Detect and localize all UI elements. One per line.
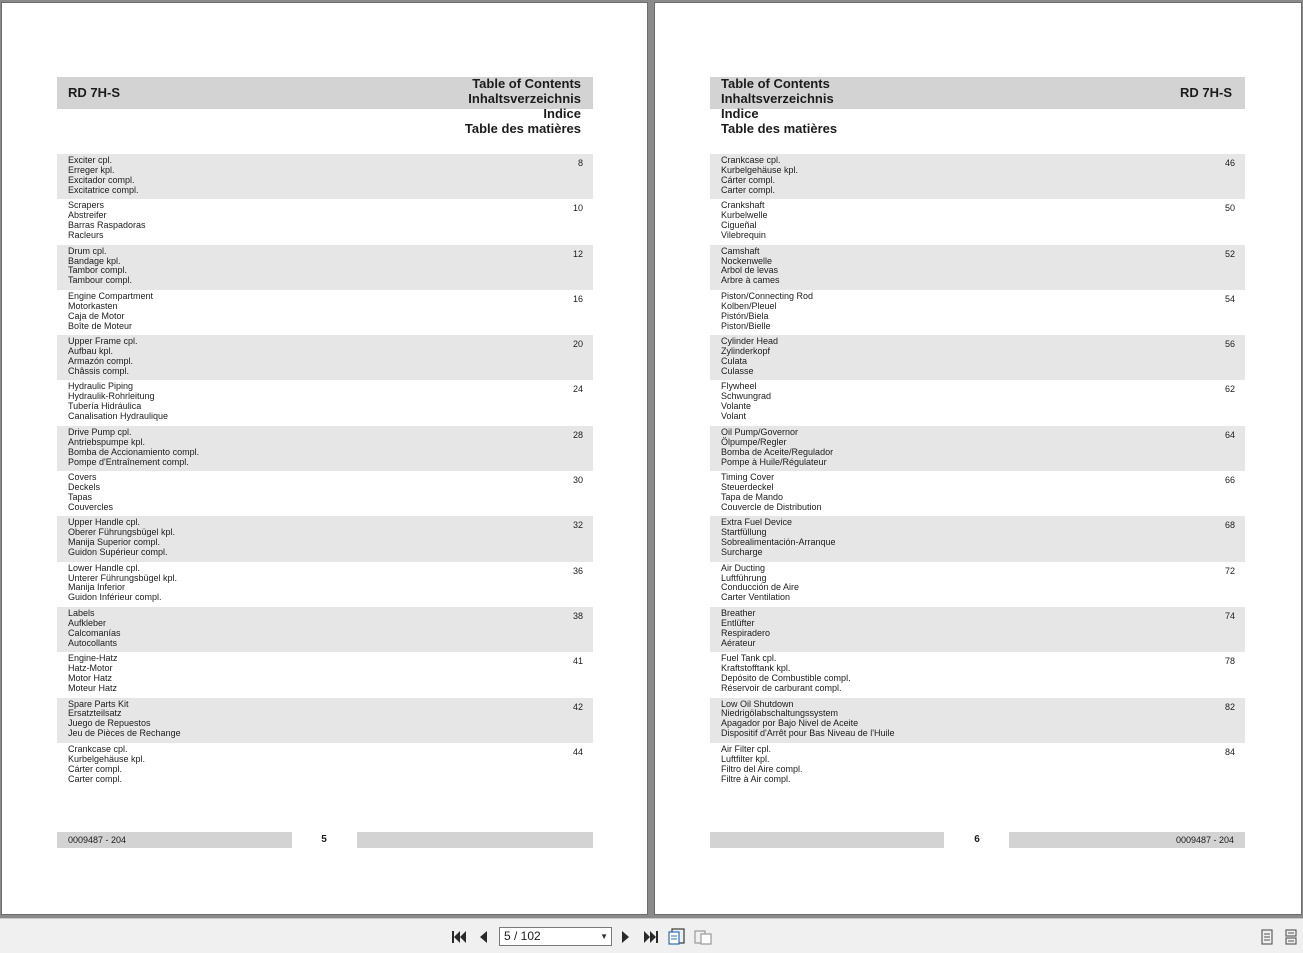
toc-entry-line: Couvercle de Distribution [721, 501, 822, 512]
toc-entry-line: Racleurs [68, 230, 104, 241]
single-page-view-icon[interactable] [668, 928, 686, 946]
toc-entry-line: Volant [721, 411, 747, 422]
toc-entry-line: Châssis compl. [68, 365, 130, 376]
toc-entry-page-number: 50 [1224, 203, 1235, 214]
toc-entry-page-number: 78 [1224, 656, 1235, 667]
last-page-icon[interactable] [642, 928, 660, 946]
toc-entry-titles [68, 700, 593, 740]
pdf-page-left [1, 2, 648, 915]
page-number: 6 [974, 834, 980, 845]
toc-entry-line: Labels [68, 607, 95, 618]
toc-entry-line: Luftfilter kpl. [721, 753, 770, 764]
toc-entry-line: Fuel Tank cpl. [721, 653, 777, 664]
toc-entry-page-number: 8 [577, 158, 583, 168]
toc-entry-line: Cylinder Head [721, 336, 779, 347]
toc-entry-line: Extra Fuel Device [721, 517, 793, 528]
toc-entry-titles [721, 337, 1245, 377]
toc-entry-line: Tubería Hidráulica [68, 401, 142, 412]
toc-entry-line: Low Oil Shutdown [721, 698, 794, 709]
toc-entry-page-number: 54 [1224, 293, 1235, 304]
toc-entry[interactable] [710, 426, 1245, 471]
toc-entry-page-number: 32 [572, 520, 583, 531]
toc-entry-line: Breather [721, 607, 756, 618]
toc-entry-line: Hydraulik-Rohrleitung [68, 391, 155, 402]
toc-entry-line: Cigueñal [721, 220, 757, 231]
toc-entry-line: Oil Pump/Governor [721, 426, 799, 437]
toc-entry-titles [721, 654, 1245, 694]
toc-entry-line: Sobrealimentación-Arranque [721, 537, 836, 548]
toc-entry[interactable] [57, 743, 593, 788]
toc-entry-line: Caja de Motor [68, 310, 125, 321]
toc-entry-page-number: 24 [572, 384, 583, 395]
toc-entry-titles [68, 382, 593, 422]
toc-entry-line: Pompe à Huile/Régulateur [721, 456, 827, 467]
toc-entry-page-number: 42 [572, 701, 583, 712]
toc-title-block [465, 76, 581, 136]
toc-entry[interactable] [710, 743, 1245, 788]
toc-entry-titles [68, 518, 593, 558]
toc-entry-page-number: 56 [1224, 339, 1235, 350]
toc-entry-line: Scrapers [68, 200, 105, 211]
toc-entry-titles [721, 473, 1245, 513]
toc-entry-titles [721, 518, 1245, 558]
toc-entry-page-number: 62 [1224, 384, 1235, 395]
toc-entry-titles [68, 247, 593, 287]
toc-entry-line: Motor Hatz [68, 673, 113, 684]
toc-entry-line: Hydraulic Piping [68, 381, 134, 392]
toc-entry-titles [68, 473, 593, 513]
toc-entry-titles [721, 247, 1245, 287]
toc-entry-line: Barras Raspadoras [68, 220, 146, 231]
toc-entry-titles [68, 292, 593, 332]
toc-entry-line: Crankcase cpl. [721, 155, 781, 165]
toc-entry-line: Cárter compl. [721, 174, 776, 185]
toc-entry-line: Conducción de Aire [721, 582, 800, 593]
toc-title-fr: Table des matières [464, 121, 581, 136]
toc-entry-titles [721, 382, 1245, 422]
toc-entry-line: Respiradero [721, 627, 771, 638]
toc-entry-page-number: 30 [572, 475, 583, 486]
toc-entry-line: Oberer Führungsbügel kpl. [68, 527, 176, 538]
toc-title-fr: Table des matières [721, 121, 838, 136]
toc-entry-line: Excitatrice compl. [68, 184, 139, 195]
toc-entry-line: Filtro del Aire compl. [721, 763, 803, 774]
toc-entry-line: Aufkleber [68, 617, 107, 628]
toc-entry-line: Camshaft [721, 245, 760, 256]
toc-entry-line: Kraftstofftank kpl. [721, 663, 791, 674]
toc-entry-titles [721, 745, 1245, 785]
toc-entry-line: Guidon Inférieur compl. [68, 592, 162, 603]
toc-entry-line: Nockenwelle [721, 255, 773, 266]
toc-entry[interactable] [57, 380, 593, 425]
toc-entry-line: Tambor compl. [68, 265, 128, 276]
toc-entry[interactable] [57, 335, 593, 380]
toc-entry-page-number: 16 [572, 293, 583, 304]
toc-entry-line: Kurbelgehäuse kpl. [68, 753, 146, 764]
toc-entry-line: Zylinderkopf [721, 346, 771, 357]
toc-entry-page-number: 74 [1224, 610, 1235, 621]
toc-entry-line: Surcharge [721, 547, 763, 558]
toc-entry-page-number: 41 [572, 656, 583, 667]
toc-title-es: Indice [721, 106, 759, 121]
first-page-icon[interactable] [450, 928, 468, 946]
toc-entry-line: Crankshaft [721, 200, 765, 211]
toc-entry-line: Upper Handle cpl. [68, 517, 141, 528]
toc-list [710, 154, 1245, 789]
toc-entry[interactable] [710, 698, 1245, 743]
toc-entry-line: Piston/Connecting Rod [721, 290, 814, 301]
toc-entry-line: Tapas [68, 491, 93, 502]
toc-entry-line: Niedrigölabschaltungssystem [721, 708, 839, 719]
toc-entry-titles [68, 337, 593, 377]
toc-title-en: Table of Contents [721, 76, 830, 91]
toc-entry-line: Luftführung [721, 572, 767, 583]
toc-entry-line: Couvercles [68, 501, 114, 512]
toc-entry[interactable] [57, 562, 593, 607]
chevron-down-icon[interactable]: ▼ [600, 932, 608, 941]
toc-entry[interactable] [57, 290, 593, 335]
toc-entry-page-number: 28 [572, 429, 583, 440]
toc-entry-page-number: 36 [572, 565, 583, 576]
toc-entry-line: Guidon Supérieur compl. [68, 547, 168, 558]
toc-entry-line: Pistón/Biela [721, 310, 769, 321]
toc-entry-page-number: 72 [1224, 565, 1235, 576]
toc-entry[interactable] [710, 607, 1245, 652]
facing-continuous-view-icon[interactable] [1282, 928, 1300, 946]
toc-entry[interactable] [710, 516, 1245, 561]
toc-entry-line: Ersatzteilsatz [68, 708, 122, 719]
toc-entry-line: Drive Pump cpl. [68, 426, 132, 437]
toc-entry[interactable] [57, 245, 593, 290]
toc-entry-titles [721, 156, 1245, 196]
toc-entry-page-number: 84 [1224, 746, 1235, 757]
toc-entry[interactable] [710, 199, 1245, 244]
toc-entry-line: Startfüllung [721, 527, 767, 538]
toc-entry-line: Culasse [721, 365, 754, 376]
page-number: 5 [321, 834, 327, 845]
toc-entry-titles [721, 609, 1245, 649]
toc-entry-line: Bandage kpl. [68, 255, 121, 266]
toc-entry[interactable] [710, 154, 1245, 199]
toc-entry[interactable] [710, 335, 1245, 380]
toc-entry-titles [721, 201, 1245, 241]
toc-entry-line: Spare Parts Kit [68, 698, 129, 709]
page-number-input[interactable] [499, 927, 612, 946]
viewer-toolbar [0, 918, 1303, 953]
toc-entry-page-number: 38 [572, 610, 583, 621]
toc-entry[interactable] [710, 471, 1245, 516]
toc-title-en: Table of Contents [472, 76, 581, 91]
toc-entry-page-number: 10 [572, 203, 583, 214]
toc-entry-line: Flywheel [721, 381, 757, 392]
toc-title-es: Indice [543, 106, 581, 121]
toc-entry-page-number: 20 [572, 339, 583, 350]
toc-entry-line: Canalisation Hydraulique [68, 411, 169, 422]
toc-entry-line: Réservoir de carburant compl. [721, 682, 842, 693]
toc-entry-line: Culata [721, 356, 748, 366]
toc-title-de: Inhaltsverzeichnis [721, 91, 834, 106]
toc-entry-line: Schwungrad [721, 391, 772, 402]
toc-entry-line: Moteur Hatz [68, 682, 118, 693]
toc-entry[interactable] [57, 154, 593, 199]
toc-entry-page-number: 66 [1224, 475, 1235, 486]
toc-entry-line: Jeu de Pièces de Rechange [68, 728, 181, 739]
toc-entry-line: Air Ducting [721, 562, 766, 573]
toc-entry-line: Calcomanías [68, 627, 121, 638]
toc-entry-line: Abstreifer [68, 210, 107, 221]
toc-entry[interactable] [57, 471, 593, 516]
toc-entry-line: Excitador compl. [68, 174, 135, 185]
toc-entry[interactable] [57, 652, 593, 697]
toc-entry-line: Manija Inferior [68, 582, 126, 593]
toc-entry-line: Crankcase cpl. [68, 743, 128, 754]
footer-code: 0009487 - 204 [1009, 832, 1245, 848]
toc-entry-line: Covers [68, 472, 97, 483]
toc-entry[interactable] [710, 290, 1245, 335]
toc-entry-line: Bomba de Accionamiento compl. [68, 446, 200, 457]
toc-entry-titles [68, 201, 593, 241]
toc-entry-line: Antriebspumpe kpl. [68, 436, 146, 447]
toc-entry-line: Depósito de Combustible compl. [721, 673, 851, 684]
toc-entry-line: Arbol de levas [721, 265, 779, 276]
footer-band [357, 832, 593, 848]
continuous-view-icon[interactable] [1258, 928, 1276, 946]
toc-entry-line: Filtre à Air compl. [721, 773, 791, 784]
toc-entry-line: Engine-Hatz [68, 653, 118, 664]
toc-entry[interactable] [57, 607, 593, 652]
toc-entry-line: Tambour compl. [68, 275, 133, 286]
toc-entry-line: Volante [721, 401, 752, 412]
toc-entry-line: Deckels [68, 481, 101, 492]
toc-entry-page-number: 44 [572, 746, 583, 757]
pdf-page-right [654, 2, 1302, 915]
toc-entry-line: Armazón compl. [68, 356, 134, 366]
toc-entry-line: Ölpumpe/Regler [721, 436, 787, 447]
toc-entry-line: Aérateur [721, 637, 756, 648]
toc-entry-line: Juego de Repuestos [68, 718, 151, 729]
toc-entry-titles [68, 564, 593, 604]
toc-entry[interactable] [710, 562, 1245, 607]
doc-code: RD 7H-S [1179, 85, 1232, 100]
footer-code: 0009487 - 204 [57, 832, 292, 848]
toc-entry-line: Kolben/Pleuel [721, 300, 777, 311]
toc-entry[interactable] [57, 516, 593, 561]
toc-entry-line: Kurbelgehäuse kpl. [721, 164, 799, 175]
toc-entry-line: Arbre à cames [721, 275, 780, 286]
toc-list [57, 154, 593, 789]
toc-entry-line: Drum cpl. [68, 245, 107, 256]
doc-code: RD 7H-S [68, 85, 121, 100]
toc-entry-line: Air Filter cpl. [721, 743, 772, 754]
toc-entry-titles [721, 564, 1245, 604]
toc-entry-titles [721, 428, 1245, 468]
toc-entry[interactable] [57, 426, 593, 471]
toc-entry-page-number: 68 [1224, 520, 1235, 531]
toc-entry-page-number: 64 [1224, 429, 1235, 440]
toc-entry-line: Unterer Führungsbügel kpl. [68, 572, 178, 583]
toc-entry-titles [721, 700, 1245, 740]
page-indicator: 5 / 102 [504, 929, 541, 943]
toc-entry-line: Entlüfter [721, 617, 755, 628]
toc-entry-line: Upper Frame cpl. [68, 336, 138, 347]
toc-entry-line: Manija Superior compl. [68, 537, 161, 548]
toc-entry-page-number: 52 [1224, 248, 1235, 259]
toc-entry-line: Steuerdeckel [721, 481, 774, 492]
toc-entry-line: Cárter compl. [68, 763, 123, 774]
toc-entry-line: Carter compl. [721, 184, 776, 195]
toc-entry-line: Hatz-Motor [68, 663, 113, 674]
toc-entry-line: Apagador por Bajo Nivel de Aceite [721, 718, 859, 729]
toc-entry-titles [721, 292, 1245, 332]
toc-entry[interactable] [710, 245, 1245, 290]
toc-entry-line: Autocollants [68, 637, 118, 648]
toc-entry-line: Bomba de Aceite/Regulador [721, 446, 834, 457]
toc-entry[interactable] [710, 652, 1245, 697]
toc-entry[interactable] [710, 380, 1245, 425]
toc-entry-line: Carter compl. [68, 773, 123, 784]
toc-entry-line: Erreger kpl. [68, 164, 115, 175]
toc-entry[interactable] [57, 199, 593, 244]
toc-entry-line: Timing Cover [721, 472, 775, 483]
toc-entry-line: Piston/Bielle [721, 320, 771, 331]
toc-entry-line: Carter Ventilation [721, 592, 791, 603]
toc-entry-line: Tapa de Mando [721, 491, 784, 502]
toc-entry-page-number: 12 [572, 248, 583, 259]
toc-entry-line: Aufbau kpl. [68, 346, 114, 357]
toc-entry-line: Vilebrequin [721, 230, 766, 241]
toc-entry-page-number: 46 [1224, 158, 1235, 168]
two-page-view-icon[interactable] [694, 928, 712, 946]
toc-entry-titles [68, 745, 593, 785]
toc-entry-titles [68, 609, 593, 649]
toc-title-block [721, 76, 837, 136]
toc-entry-line: Pompe d'Entraînement compl. [68, 456, 189, 467]
toc-entry-page-number: 82 [1224, 701, 1235, 712]
toc-entry-line: Engine Compartment [68, 290, 154, 301]
toc-entry-line: Dispositif d'Arrêt pour Bas Niveau de l'Huile [721, 728, 895, 739]
toc-entry-line: Boîte de Moteur [68, 320, 133, 331]
toc-entry-line: Exciter cpl. [68, 155, 113, 165]
toc-entry-titles [68, 156, 593, 196]
toc-entry-line: Lower Handle cpl. [68, 562, 141, 573]
toc-entry-line: Motorkasten [68, 300, 118, 311]
footer-band [710, 832, 944, 848]
toc-entry-titles [68, 654, 593, 694]
toc-title-de: Inhaltsverzeichnis [468, 91, 581, 106]
toc-entry-line: Kurbelwelle [721, 210, 768, 221]
toc-entry[interactable] [57, 698, 593, 743]
next-page-icon[interactable] [617, 928, 635, 946]
previous-page-icon[interactable] [474, 928, 492, 946]
toc-entry-titles [68, 428, 593, 468]
